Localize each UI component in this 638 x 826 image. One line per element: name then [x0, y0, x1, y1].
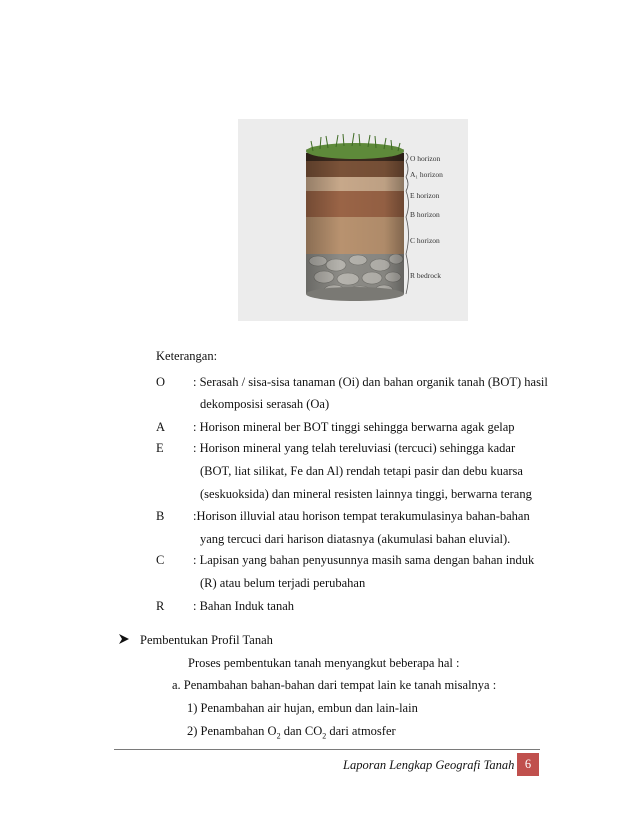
section-item-a: a. Penambahan bahan-bahan dari tempat lain ke tanah misalnya :: [172, 678, 497, 692]
item-a-2-mid: dan CO: [280, 724, 323, 738]
legend-desc-b-line1: :Horison illuvial atau horison tempat terakumulasinya bahan-bahan: [193, 509, 530, 523]
legend-key-e: E: [156, 441, 164, 455]
legend-key-b: B: [156, 509, 165, 523]
legend-desc-o-line1: : Serasah / sisa-sisa tanaman (Oi) dan bahan organik tanah (BOT) hasil: [193, 375, 548, 389]
legend-desc-r-line1: : Bahan Induk tanah: [193, 599, 295, 613]
section-intro: Proses pembentukan tanah menyangkut beberapa hal :: [188, 656, 460, 670]
label-r-bedrock: R bedrock: [410, 271, 442, 280]
arrow-right-bullet-icon: [118, 633, 130, 645]
label-o-horizon: O horizon: [410, 154, 441, 163]
legend-desc-e-line3: (seskuoksida) dan mineral resisten lainnya tinggi, berwarna terang: [200, 487, 532, 501]
item-a-2-suffix: dari atmosfer: [326, 724, 396, 738]
cylinder-base: [306, 287, 404, 301]
legend-key-c: C: [156, 553, 165, 567]
item-a-2-prefix: 2) Penambahan O: [187, 724, 277, 738]
o2-subscript: 2: [276, 731, 281, 741]
label-b-horizon: B horizon: [410, 210, 440, 219]
legend-desc-e-line1: : Horison mineral yang telah tereluviasi (tercuci) sehingga kadar: [193, 441, 516, 455]
label-c-horizon: C horizon: [410, 236, 440, 245]
legend-desc-e-line2: (BOT, liat silikat, Fe dan Al) rendah tetapi pasir dan debu kuarsa: [200, 464, 523, 478]
legend-desc-o-line2: dekomposisi serasah (Oa): [200, 397, 330, 411]
footer-rule: [114, 749, 540, 750]
legend-key-r: R: [156, 599, 165, 613]
legend-desc-c-line2: (R) atau belum terjadi perubahan: [200, 576, 366, 590]
legend-key-a: A: [156, 420, 166, 434]
section-heading: Pembentukan Profil Tanah: [140, 633, 273, 647]
co2-subscript: 2: [322, 731, 327, 741]
section-item-a-2: [187, 724, 396, 741]
soil-profile-illustration: [238, 119, 468, 321]
page-number: 6: [517, 753, 539, 776]
section-bullet: [118, 633, 130, 648]
section-item-a-1: 1) Penambahan air hujan, embun dan lain-lain: [187, 701, 418, 715]
legend-desc-c-line1: : Lapisan yang bahan penyusunnya masih sama dengan bahan induk: [193, 553, 535, 567]
label-e-horizon: E horizon: [410, 191, 440, 200]
label-a1-horizon: A₁ horizon: [410, 170, 443, 179]
legend-desc-b-line2: yang tercuci dari harison diatasnya (akumulasi bahan eluvial).: [200, 532, 511, 546]
legend-key-o: O: [156, 375, 166, 389]
footer-title: Laporan Lengkap Geografi Tanah: [343, 758, 515, 772]
legend-title: Keterangan:: [156, 349, 218, 363]
legend-desc-a-line1: : Horison mineral ber BOT tinggi sehingga berwarna agak gelap: [193, 420, 515, 434]
soil-profile-figure: [238, 119, 468, 321]
